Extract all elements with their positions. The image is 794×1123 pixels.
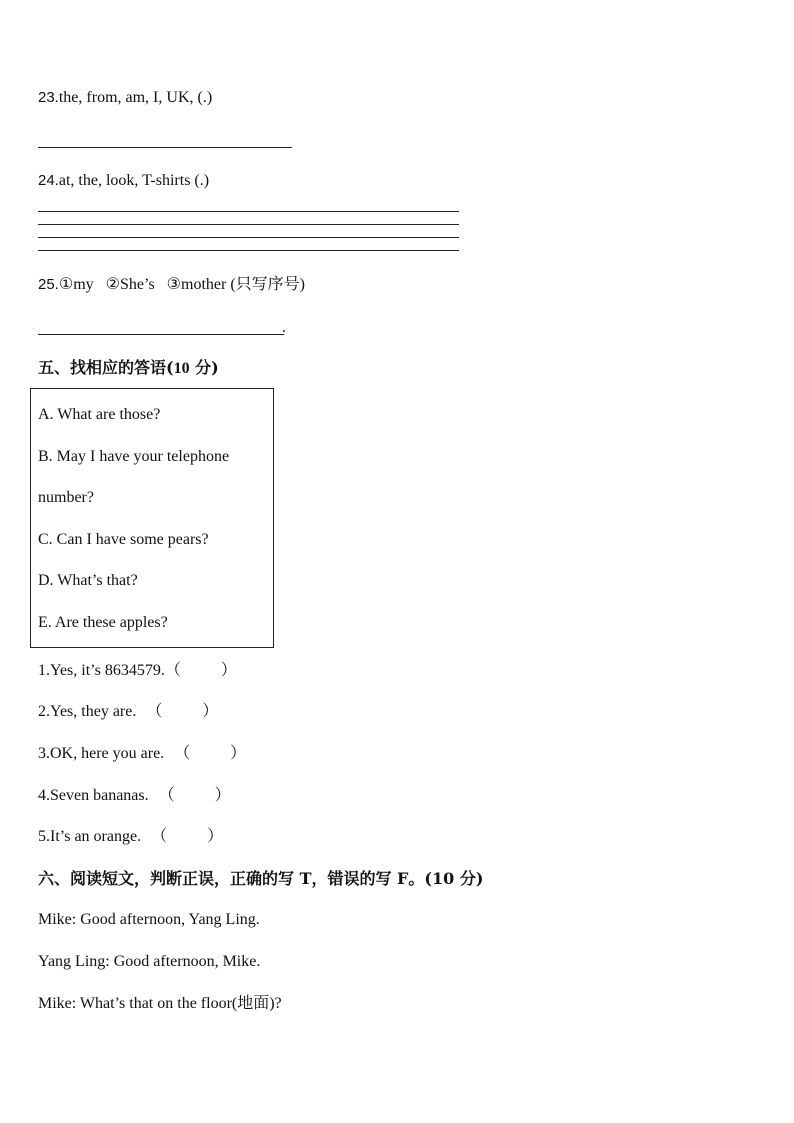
section-6-heading: 六、阅读短文，判断正误，正确的写 T，错误的写 F。(10 分) xyxy=(38,869,484,888)
answer-line[interactable] xyxy=(38,237,459,238)
answer-blank[interactable]: （ ） xyxy=(174,745,247,762)
section-title: 五、找相应的答语( xyxy=(38,358,174,377)
question-number: 25. xyxy=(38,276,59,293)
answer-line[interactable] xyxy=(38,334,284,335)
question-text: 1.Yes, it’s 8634579. xyxy=(38,662,165,679)
question-25 xyxy=(38,275,305,295)
question-text: 2.Yes, they are. xyxy=(38,703,137,720)
match-question-3 xyxy=(38,744,246,764)
answer-line[interactable] xyxy=(38,250,459,251)
match-question-2 xyxy=(38,702,218,722)
section-title-end: 分) xyxy=(189,358,219,377)
match-question-5 xyxy=(38,827,223,847)
answer-blank[interactable]: （ ） xyxy=(146,703,219,720)
question-text: 5.It’s an orange. xyxy=(38,828,142,845)
options-box xyxy=(30,388,274,648)
answer-blank[interactable]: （ ） xyxy=(164,662,237,679)
answer-blank[interactable]: （ ） xyxy=(158,787,231,804)
dialogue-line-1: Mike: Good afternoon, Yang Ling. xyxy=(38,911,260,928)
option-b: B. May I have your telephone xyxy=(38,448,230,465)
option-e: E. Are these apples? xyxy=(38,614,168,631)
match-question-4 xyxy=(38,786,231,806)
period-mark: . xyxy=(282,319,286,336)
answer-line[interactable] xyxy=(38,147,292,148)
question-number: 23. xyxy=(38,89,59,106)
dialogue-line-2: Yang Ling: Good afternoon, Mike. xyxy=(38,953,261,970)
answer-line[interactable] xyxy=(38,211,459,212)
answer-line[interactable] xyxy=(38,224,459,225)
section-score: 10 xyxy=(173,360,190,377)
question-text: at, the, look, T-shirts (.) xyxy=(58,172,210,189)
match-question-1 xyxy=(38,661,237,681)
question-number: 24. xyxy=(38,172,59,189)
question-text: ①my ②She’s ③mother (只写序号) xyxy=(58,276,305,293)
question-23 xyxy=(38,88,212,108)
option-d: D. What’s that? xyxy=(38,572,138,589)
option-b-continued: number? xyxy=(38,489,94,506)
question-text: 4.Seven bananas. xyxy=(38,787,149,804)
option-a: A. What are those? xyxy=(38,406,161,423)
option-c: C. Can I have some pears? xyxy=(38,531,209,548)
dialogue-line-3: Mike: What’s that on the floor(地面)? xyxy=(38,995,282,1012)
question-text: the, from, am, I, UK, (.) xyxy=(58,89,213,106)
answer-blank[interactable]: （ ） xyxy=(151,828,224,845)
question-text: 3.OK, here you are. xyxy=(38,745,165,762)
question-24 xyxy=(38,171,209,191)
section-5-heading xyxy=(38,358,219,379)
